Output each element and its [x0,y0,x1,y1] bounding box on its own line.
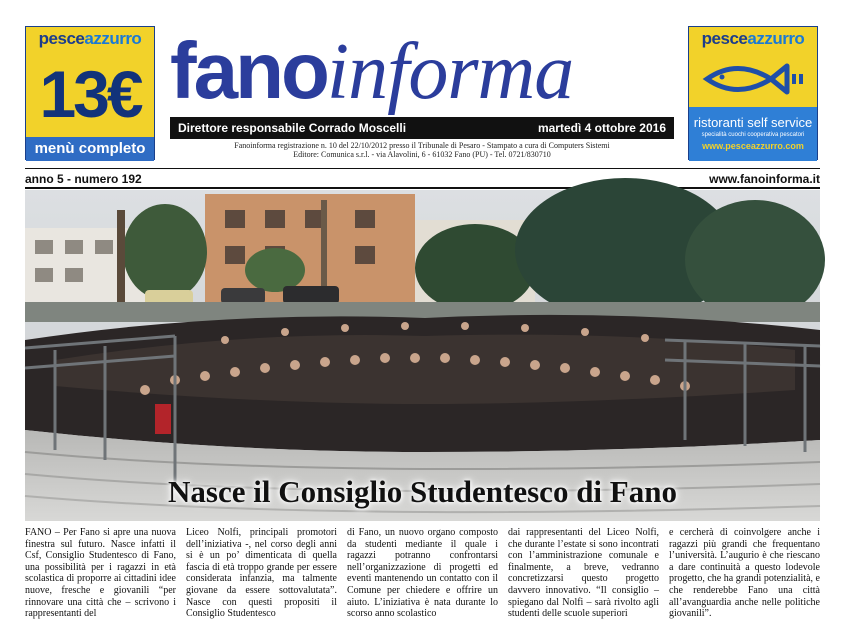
main-photo [25,190,820,521]
logo-part-informa: informa [326,28,574,116]
registration-line: Fanoinforma registrazione n. 10 del 22/10/2012 presso il Tribunale di Pesaro - Stampato a cura di Computers Sistemi [234,141,610,150]
ad-right-url[interactable]: www.pesceazzurro.com [702,141,804,151]
article-body [25,527,820,620]
ad-left-price: 13€ [26,51,154,137]
issue-date: martedì 4 ottobre 2016 [537,121,666,135]
ad-right-tagline-small: specialità cuochi cooperativa pescatori [701,132,805,138]
ad-right-pesceazzurro[interactable] [688,26,818,160]
divider-top [25,168,820,169]
director-line: Direttore responsabile Corrado Moscelli [178,121,407,135]
issue-line [25,172,820,186]
ad-right-brand-a: pesce [701,29,748,48]
fish-logo-area [689,51,817,107]
main-headline[interactable]: Nasce il Consiglio Studentesco di Fano [168,474,677,509]
ad-right-brand-b: azzurro [747,29,805,48]
article-column-4: dai rappresentanti del Liceo Nolfi, che durante l’estate si sono incontrati con l’amministrazione comunale e finalmente, a breve, vedranno concretizzarsi questo progetto davvero innovativo. “Il consiglio – spiegano dal Nolfi – sarà rivolto agli studenti delle scuole superiori [508,527,659,620]
ad-left-pesceazzurro[interactable] [25,26,155,160]
ad-right-brand [689,27,817,51]
masthead-logo[interactable] [170,24,680,118]
ad-left-brand-a: pesce [38,29,85,48]
ad-left-brand [26,27,154,51]
masthead-bar [170,117,674,139]
article-column-5: e cercherà di coinvolgere anche i ragazzi più grandi che frequentano l’università. L’augurio è che riescano a dare continuità a questo lodevole progetto, che ha grandi potenzialità, e che renderebbe Fano una città all’avanguardia anche nelle politiche giovanili”. [669,527,820,620]
ad-right-info [689,107,817,161]
issue-number: anno 5 - numero 192 [25,172,142,186]
article-column-1: FANO – Per Fano si apre una nuova finestra sul futuro. Nasce infatti il Csf, Consiglio Studentesco di Fano, una possibilità per i ragazzi in età scolastica di proporre ai cittadini idee nuove, fresche e giovanili “per rinnovare una città che – scrivono i rappresentanti del [25,527,176,620]
website-link[interactable]: www.fanoinforma.it [709,172,820,186]
logo-part-fano: fano [170,26,327,115]
publisher-line: Editore: Comunica s.r.l. - via Alavolini, 6 - 61032 Fano (PU) - Tel. 0721/830710 [293,150,551,159]
article-column-2: Liceo Nolfi, principali promotori dell’iniziativa -, nel corso degli anni si è un po’ dimenticata di quella fascia di età troppo grande per essere considerata infanzia, ma talmente giovane da essere sottovalutata”. Nasce con questi propositi il Consiglio Studentesco [186,527,337,620]
students-photo [25,190,820,521]
ad-left-brand-b: azzurro [84,29,142,48]
ad-left-subtitle: menù completo [26,137,154,161]
ad-right-tagline: ristoranti self service [693,115,813,130]
fish-icon [697,54,809,104]
article-column-3: di Fano, un nuovo organo composto da studenti mediante il quale i ragazzi potranno confrontarsi nell’organizzazione di progetti ed eventi mantenendo un contatto con il Comune per chiedere e offrire un aiuto. L’iniziativa è nata durante lo scorso anno scolastico [347,527,498,620]
divider-bottom [25,187,820,189]
